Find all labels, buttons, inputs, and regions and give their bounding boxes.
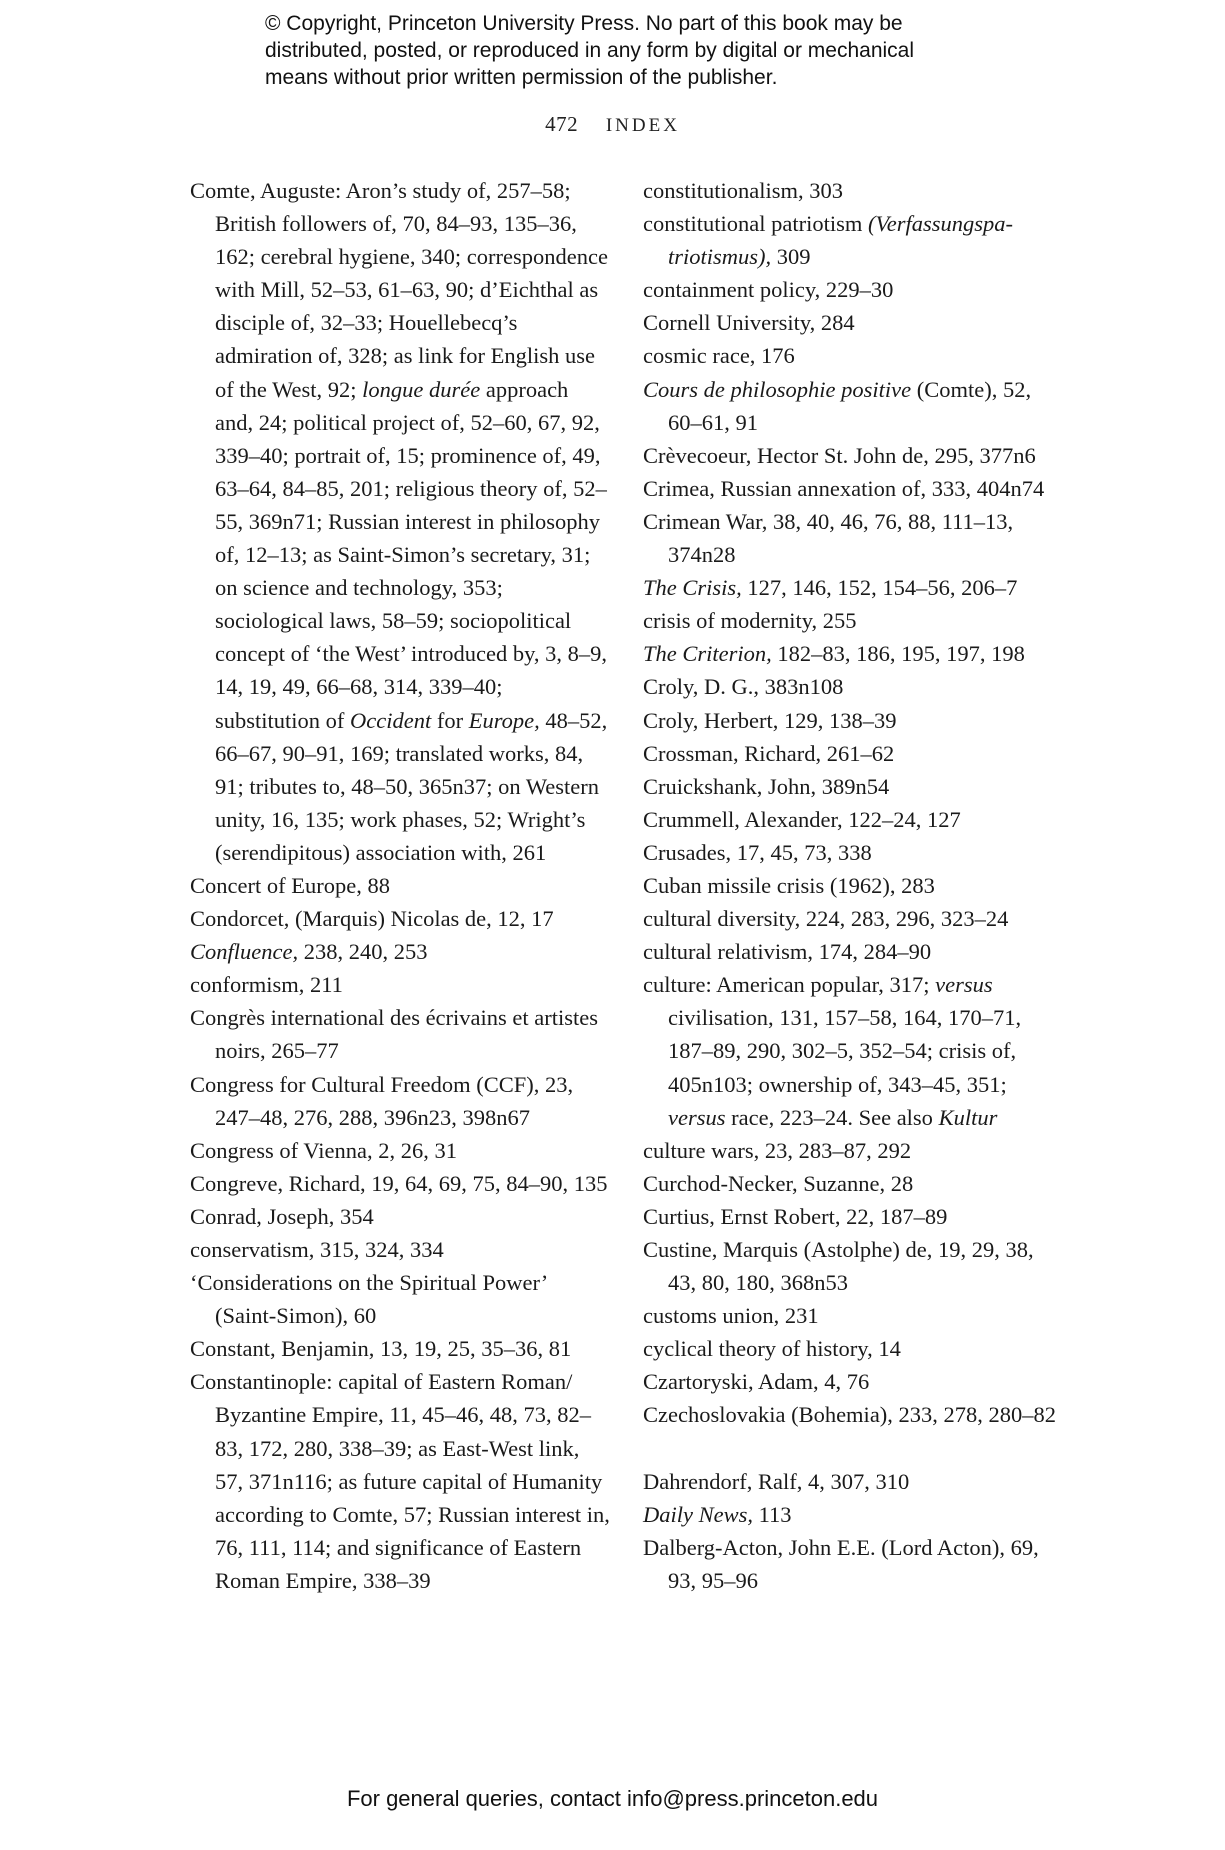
index-entry: cultural relativism, 174, 284–90 [643, 939, 932, 965]
index-entry: cultural diversity, 224, 283, 296, 323–24 [643, 906, 1009, 932]
index-entry: Concert of Europe, 88 [190, 872, 390, 898]
index-entry: Congreve, Richard, 19, 64, 69, 75, 84–90, 135 [190, 1170, 608, 1196]
italic-title: Cours de philosophie positive [643, 376, 912, 402]
index-entry: Cornell University, 284 [643, 310, 855, 336]
contact-footer: For general queries, contact info@press.princeton.edu [346, 1786, 879, 1811]
italic-title: Daily News, [643, 1501, 753, 1527]
index-entry: conformism, 211 [190, 972, 343, 998]
italic-title: versus [935, 972, 993, 998]
italic-title: The Crisis, [643, 575, 742, 601]
index-entry: Dalberg-Acton, John E.E. (Lord Acton), 69, 93, 95–96 [643, 1534, 1039, 1593]
index-entry: Crèvecoeur, Hector St. John de, 295, 377n6 [643, 442, 1036, 468]
index-entry: Condorcet, (Marquis) Nicolas de, 12, 17 [190, 906, 554, 932]
index-column-left [190, 174, 610, 1597]
index-entry: Confluence, 238, 240, 253 [190, 939, 428, 965]
index-entry: cosmic race, 176 [643, 343, 795, 369]
index-entry: Comte, Auguste: Aron’s study of, 257–58; British followers of, 70, 84–93, 135–36, 162; cerebral hygiene, 340; correspondence with Mill, 52–53, 61–63, 90; d’Eichthal as disciple of, 32–33; Houellebecq’s admiration of, 328; as link for English use of the West, 92; longue durée approach and, 24; political project of, 52–60, 67, 92, 339–40; portrait of, 15; prominence of, 49, 63–64, 84–85, 201; religious theory of, 52–55, 369n71; Russian interest in philosophy of, 12–13; as Saint-Simon’s secretary, 31; on science and technology, 353; sociological laws, 58–59; sociopolitical concept of ‘the West’ introduced by, 3, 8–9, 14, 19, 49, 66–68, 314, 339–40; substitution of Occident for Europe, 48–52, 66–67, 90–91, 169; translated works, 84, 91; tributes to, 48–50, 365n37; on Western unity, 16, 135; work phases, 52; Wright’s (serendipitous) association with, 261 [190, 178, 608, 865]
italic-title: The Criterion, [643, 641, 772, 667]
index-entry: Congrès international des écrivains et artistes noirs, 265–77 [190, 1005, 598, 1064]
index-entry: Crimean War, 38, 40, 46, 76, 88, 111–13, 374n28 [643, 508, 1014, 568]
index-entry: Dahrendorf, Ralf, 4, 307, 310 [643, 1468, 910, 1494]
page-title: INDEX [605, 115, 680, 136]
index-entry: Daily News, 113 [643, 1501, 792, 1527]
index-entry: Constantinople: capital of Eastern Roman/ Byzantine Empire, 11, 45–46, 48, 73, 82–83, 172, 280, 338–39; as East-West link, 57, 371n116; as future capital of Humanity according to Comte, 57; Russian interest in, 76, 111, 114; and significance of Eastern Roman Empire, 338–39 [190, 1369, 610, 1593]
index-entry: Cruickshank, John, 389n54 [643, 773, 890, 799]
index-entry: Crossman, Richard, 261–62 [643, 740, 895, 766]
copyright-line: means without prior written permission of the publisher. [265, 66, 778, 89]
index-entry: culture wars, 23, 283–87, 292 [643, 1137, 912, 1163]
index-entry: The Criterion, 182–83, 186, 195, 197, 198 [643, 641, 1025, 667]
index-entry: Custine, Marquis (Astolphe) de, 19, 29, 38, 43, 80, 180, 368n53 [643, 1237, 1034, 1296]
index-entry: Congress for Cultural Freedom (CCF), 23, 247–48, 276, 288, 396n23, 398n67 [190, 1071, 574, 1130]
index-entry: crisis of modernity, 255 [643, 608, 857, 634]
index-entry: Croly, Herbert, 129, 138–39 [643, 707, 897, 733]
italic-title: longue durée [362, 376, 481, 402]
index-entry: Crimea, Russian annexation of, 333, 404n74 [643, 475, 1045, 501]
copyright-notice [265, 10, 1025, 91]
index-entry: Czechoslovakia (Bohemia), 233, 278, 280–82 [643, 1402, 1057, 1428]
italic-title: Europe, [468, 707, 540, 733]
index-entry: conservatism, 315, 324, 334 [190, 1237, 444, 1262]
italic-title: Kultur [938, 1104, 998, 1130]
index-entry: Czartoryski, Adam, 4, 76 [643, 1369, 870, 1395]
italic-title: Confluence, [190, 939, 299, 965]
index-entry: cyclical theory of history, 14 [643, 1336, 901, 1362]
index-entry: Conrad, Joseph, 354 [190, 1203, 374, 1229]
index-entry: constitutional patriotism (Verfassungspa-triotismus), 309 [643, 211, 1013, 270]
index-entry: Congress of Vienna, 2, 26, 31 [190, 1137, 457, 1163]
index-entry: customs union, 231 [643, 1303, 819, 1329]
index-entry: ‘Considerations on the Spiritual Power’ (Saint-Simon), 60 [190, 1270, 547, 1329]
index-entry: Curtius, Ernst Robert, 22, 187–89 [643, 1203, 948, 1229]
index-entry: Constant, Benjamin, 13, 19, 25, 35–36, 81 [190, 1336, 572, 1362]
italic-title: Occident [350, 707, 432, 733]
index-entry: Cours de philosophie positive (Comte), 52, 60–61, 91 [643, 376, 1032, 435]
copyright-line: © Copyright, Princeton University Press. No part of this book may be [265, 12, 903, 35]
index-entry: Croly, D. G., 383n108 [643, 674, 844, 700]
index-column-right [643, 174, 1063, 1597]
index-entry: Crusades, 17, 45, 73, 338 [643, 839, 872, 865]
copyright-line: distributed, posted, or reproduced in any form by digital or mechanical [265, 39, 915, 62]
letter-group-gap [643, 1432, 1063, 1465]
italic-title: versus [668, 1104, 726, 1130]
index-entry: Curchod-Necker, Suzanne, 28 [643, 1170, 914, 1196]
italic-title: (Verfassungspa-triotismus), [668, 211, 1013, 270]
page-number: 472 [545, 112, 579, 136]
index-entry: Cuban missile crisis (1962), 283 [643, 872, 935, 898]
index-entry: Crummell, Alexander, 122–24, 127 [643, 806, 961, 832]
index-entry: constitutionalism, 303 [643, 178, 843, 203]
index-entry: culture: American popular, 317; versus civilisation, 131, 157–58, 164, 170–71, 187–89, 290, 302–5, 352–54; crisis of, 405n103; ownership of, 343–45, 351; versus race, 223–24. See also Kultur [643, 972, 1022, 1130]
index-entry: containment policy, 229–30 [643, 277, 894, 303]
running-head [0, 112, 1225, 137]
index-entry: The Crisis, 127, 146, 152, 154–56, 206–7 [643, 575, 1018, 601]
